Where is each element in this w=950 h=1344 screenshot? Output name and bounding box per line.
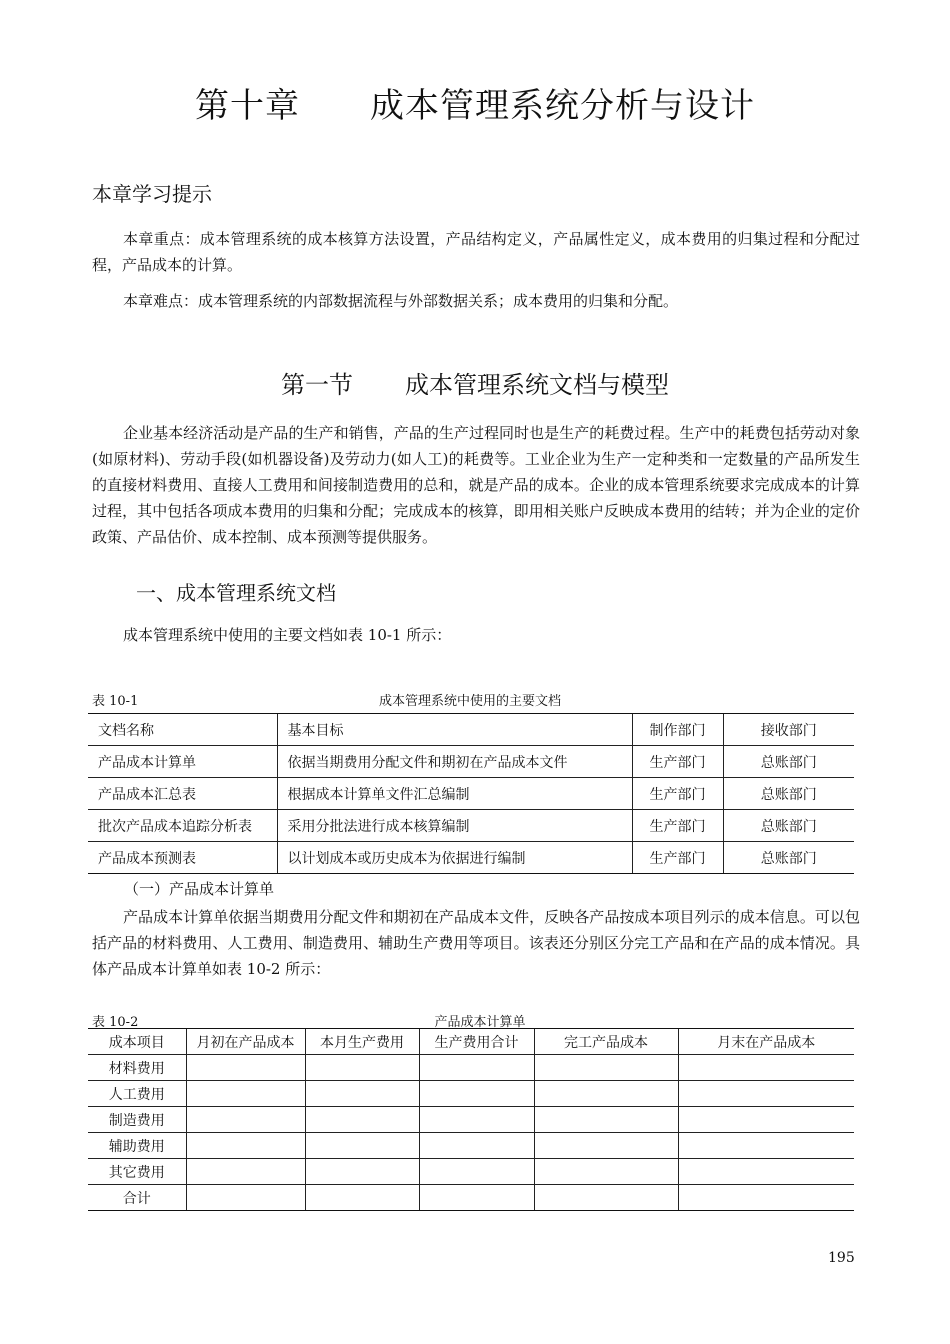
table2-title: 产品成本计算单 <box>434 1015 526 1030</box>
table-row <box>88 1081 854 1107</box>
header-cell: 本月生产费用 <box>305 1029 419 1055</box>
table-row <box>88 1185 854 1211</box>
header-cell: 文档名称 <box>88 714 277 746</box>
table1-title: 成本管理系统中使用的主要文档 <box>378 694 561 709</box>
table-row <box>88 778 854 810</box>
table-cell: 产品成本计算单 <box>88 746 277 778</box>
header-cell: 完工产品成本 <box>534 1029 678 1055</box>
table-row <box>88 746 854 778</box>
table-cell: 总账部门 <box>723 778 854 810</box>
header-cell: 接收部门 <box>723 714 854 746</box>
table-row <box>88 1159 854 1185</box>
table-cell: 采用分批法进行成本核算编制 <box>277 810 632 842</box>
subsection-heading: 一、成本管理系统文档 <box>136 581 336 605</box>
table-cell: 总账部门 <box>723 810 854 842</box>
table2-label: 表 10-2 <box>92 1015 139 1030</box>
table-cell: 生产部门 <box>632 778 723 810</box>
section-name: 成本管理系统文档与模型 <box>405 371 669 399</box>
row-label: 材料费用 <box>88 1055 186 1081</box>
page-number: 195 <box>828 1250 855 1266</box>
header-cell: 制作部门 <box>632 714 723 746</box>
table-cell: 产品成本预测表 <box>88 842 277 874</box>
cost-calculation-table <box>88 1028 854 1211</box>
table-cell: 产品成本汇总表 <box>88 778 277 810</box>
header-cell: 生产费用合计 <box>419 1029 534 1055</box>
subsection-intro-paragraph: 成本管理系统中使用的主要文档如表 10-1 所示： <box>123 626 452 644</box>
table-row <box>88 1107 854 1133</box>
section-title <box>0 365 950 400</box>
header-cell: 成本项目 <box>88 1029 186 1055</box>
table-row <box>88 1133 854 1159</box>
row-label: 制造费用 <box>88 1107 186 1133</box>
header-cell: 月末在产品成本 <box>678 1029 854 1055</box>
table-cell: 总账部门 <box>723 746 854 778</box>
table-header-row <box>88 1029 854 1055</box>
header-cell: 月初在产品成本 <box>186 1029 305 1055</box>
table-cell: 生产部门 <box>632 842 723 874</box>
table-cell: 批次产品成本追踪分析表 <box>88 810 277 842</box>
row-label: 合计 <box>88 1185 186 1211</box>
table-row <box>88 810 854 842</box>
table-row <box>88 842 854 874</box>
difficulties-paragraph: 本章难点：成本管理系统的内部数据流程与外部数据关系；成本费用的归集和分配。 <box>123 292 679 310</box>
header-cell: 基本目标 <box>277 714 632 746</box>
table-header-row <box>88 714 854 746</box>
table-cell: 总账部门 <box>723 842 854 874</box>
tips-heading: 本章学习提示 <box>92 182 212 206</box>
section-number: 第一节 <box>281 371 353 399</box>
table-cell: 依据当期费用分配文件和期初在产品成本文件 <box>277 746 632 778</box>
sub1-paragraph: 产品成本计算单依据当期费用分配文件和期初在产品成本文件，反映各产品按成本项目列示的成本信息。可以包括产品的材料费用、人工费用、制造费用、辅助生产费用等项目。该表还分别区分完工产品和在产品的成本情况。具体产品成本计算单如表 10-2 所示： <box>92 908 860 978</box>
table-cell: 以计划成本或历史成本为依据进行编制 <box>277 842 632 874</box>
table-cell: 生产部门 <box>632 746 723 778</box>
sub1-heading: （一）产品成本计算单 <box>124 880 275 898</box>
row-label: 人工费用 <box>88 1081 186 1107</box>
section-intro-paragraph: 企业基本经济活动是产品的生产和销售，产品的生产过程同时也是生产的耗费过程。生产中的耗费包括劳动对象(如原材料)、劳动手段(如机器设备)及劳动力(如人工)的耗费等。工业企业为生产一定种类和一定数量的产品所发生的直接材料费用、直接人工费用和间接制造费用的总和，就是产品的成本。企业的成本管理系统要求完成成本的计算过程，其中包括各项成本费用的归集和分配；完成成本的核算，即用相关账户反映成本费用的结转；并为企业的定价政策、产品估价、成本控制、成本预测等提供服务。 <box>92 424 860 546</box>
chapter-title <box>0 78 950 127</box>
table-cell: 生产部门 <box>632 810 723 842</box>
main-documents-table <box>88 713 854 874</box>
table-cell: 根据成本计算单文件汇总编制 <box>277 778 632 810</box>
table1-label: 表 10-1 <box>92 694 139 709</box>
chapter-number: 第十章 <box>195 86 300 126</box>
key-points-paragraph: 本章重点：成本管理系统的成本核算方法设置，产品结构定义，产品属性定义，成本费用的归集过程和分配过程，产品成本的计算。 <box>92 230 860 274</box>
row-label: 其它费用 <box>88 1159 186 1185</box>
row-label: 辅助费用 <box>88 1133 186 1159</box>
chapter-name: 成本管理系统分析与设计 <box>370 86 755 126</box>
table-row <box>88 1055 854 1081</box>
